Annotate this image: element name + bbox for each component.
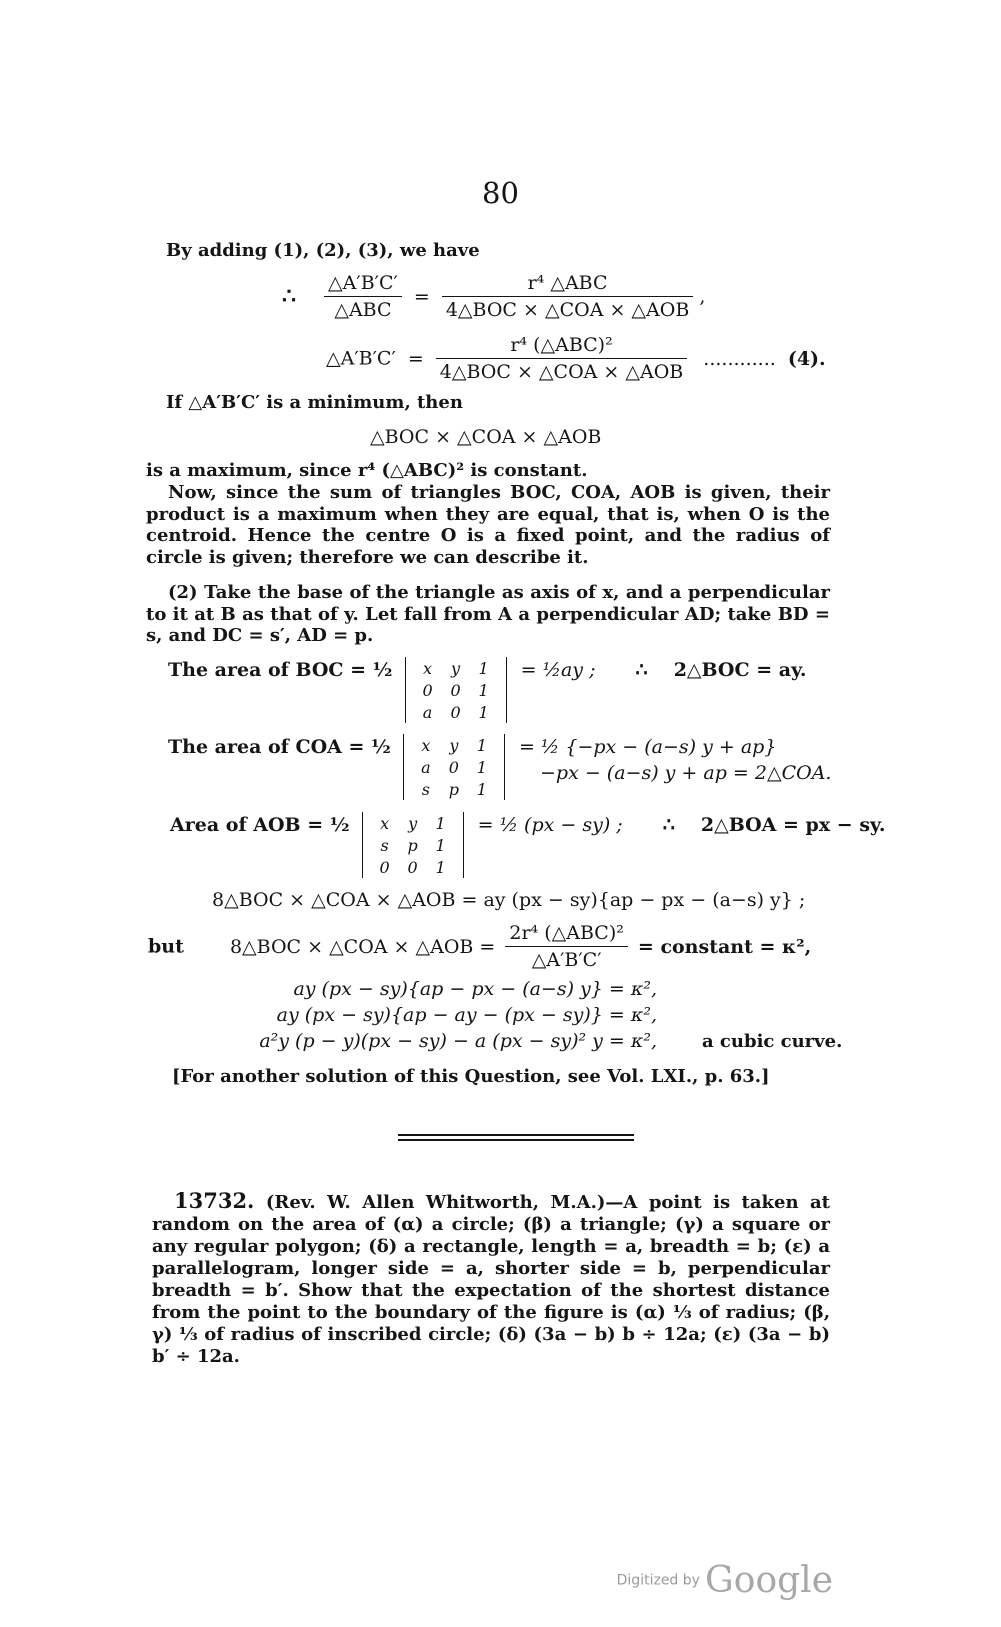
boc-m-32: 0: [450, 702, 461, 722]
curve-line-3: a²y (p − y)(px − sy) − a (px − sy)² y = κ²,: [259, 1030, 657, 1052]
aob-m-32: 0: [407, 857, 418, 877]
but-numerator: 2r⁴ (△ABC)²: [505, 922, 627, 947]
eq1-lhs-numerator: △A′B′C′: [324, 272, 402, 297]
but-denominator: △A′B′C′: [531, 949, 602, 971]
intro-line: By adding (1), (2), (3), we have: [166, 240, 480, 261]
reference-note: [For another solution of this Question, see Vol. LXI., p. 63.]: [172, 1066, 770, 1087]
eq2-lhs: △A′B′C′: [326, 347, 396, 370]
boc-m-21: 0: [422, 680, 433, 700]
page-number: 80: [482, 176, 519, 210]
eq1-equals: =: [413, 285, 430, 308]
equation-1: [282, 272, 705, 321]
paragraph-centroid: Now, since the sum of triangles BOC, COA, AOB is given, their product is a maximum when they are equal, that is, when O is the centroid. Hence the centre O is a fixed point, and the radius of circle is given; therefore we can describe it.: [146, 482, 830, 568]
digitized-watermark: [617, 1560, 833, 1601]
eq2-label: (4).: [787, 347, 826, 370]
section-rule-top: [398, 1134, 634, 1136]
area-aob-result: = ½ (px − sy) ;: [477, 814, 623, 836]
eq1-lhs-fraction: [324, 272, 402, 321]
area-aob-row: [170, 812, 886, 878]
boc-m-31: a: [422, 702, 433, 722]
problem-13732: [152, 1190, 830, 1368]
boc-m-23: 1: [478, 680, 489, 700]
eq2-dots: ............: [703, 347, 776, 370]
product-line: △BOC × △COA × △AOB: [370, 426, 602, 448]
coa-m-22: 0: [448, 757, 459, 777]
boc-m-11: x: [423, 658, 433, 678]
eq2-equals: =: [407, 347, 424, 370]
aob-m-31: 0: [379, 857, 390, 877]
problem-text: —A point is taken at random on the area of (α) a circle; (β) a triangle; (γ) a square or any regular polygon; (δ) a rectangle, length = a, breadth = b; (ε) a parallelogram, longer side = a, shorter side = b, perpendicular breadth = b′. Show that the expectation of the shortest distance from the point to the boundary of the figure is (α) ⅓ of radius; (β, γ) ⅓ of radius of inscribed circle; (δ) (3a − b) b ÷ 12a; (ε) (3a − b) b′ ÷ 12a.: [152, 1192, 830, 1367]
determinant-boc: [405, 657, 507, 723]
curve-line-1: ay (px − sy){ap − px − (a−s) y} = κ²,: [293, 978, 657, 1000]
area-coa-result: = ½ {−px − (a−s) y + ap}: [518, 736, 777, 758]
coa-m-12: y: [449, 735, 459, 755]
but-word: but: [148, 935, 184, 958]
problem-number: 13732.: [174, 1188, 255, 1213]
aob-m-12: y: [408, 813, 418, 833]
eq1-comma: ,: [699, 285, 706, 308]
product-equation: 8△BOC × △COA × △AOB = ay (px − sy){ap − px − (a−s) y} ;: [212, 889, 806, 911]
maximum-line: is a maximum, since r⁴ (△ABC)² is constant.: [146, 460, 588, 481]
eq2-denominator: 4△BOC × △COA × △AOB: [439, 361, 684, 383]
aob-m-11: x: [380, 813, 390, 833]
google-logo: Google: [705, 1560, 833, 1601]
but-fraction: [505, 922, 627, 971]
problem-author: (Rev. W. Allen Whitworth, M.A.): [265, 1192, 606, 1213]
coa-m-31: s: [421, 779, 430, 799]
area-boc-result: = ½ay ;: [520, 659, 596, 681]
coa-m-13: 1: [476, 735, 487, 755]
coa-m-23: 1: [476, 757, 487, 777]
section-rule-bottom: [398, 1139, 634, 1141]
area-boc-therefore: ∴: [635, 659, 648, 681]
eq2-fraction: [436, 334, 687, 383]
eq2-numerator: r⁴ (△ABC)²: [436, 334, 687, 359]
aob-m-22: p: [407, 835, 418, 855]
eq1-lhs-denominator: △ABC: [334, 299, 392, 321]
therefore-symbol: ∴: [282, 283, 296, 310]
but-lhs: 8△BOC × △COA × △AOB =: [229, 935, 496, 958]
but-rhs: = constant = κ²,: [637, 935, 812, 958]
boc-m-12: y: [451, 658, 461, 678]
eq1-rhs-numerator: r⁴ △ABC: [442, 272, 693, 297]
boc-m-22: 0: [450, 680, 461, 700]
curve-line-2: ay (px − sy){ap − ay − (px − sy)} = κ²,: [276, 1004, 657, 1026]
coa-m-11: x: [421, 735, 431, 755]
aob-m-21: s: [380, 835, 389, 855]
eq1-rhs-fraction: [442, 272, 693, 321]
area-boc-conclusion: 2△BOC = ay.: [673, 659, 807, 681]
determinant-coa: [403, 734, 505, 800]
paragraph-axes: (2) Take the base of the triangle as axis of x, and a perpendicular to it at B as that of y. Let fall from A a perpendicular AD; take BD = s, and DC = s′, AD = p.: [146, 582, 830, 646]
coa-m-33: 1: [476, 779, 487, 799]
area-aob-label: Area of AOB = ½: [170, 814, 350, 836]
but-equation: [148, 922, 811, 971]
area-aob-conclusion: 2△BOA = px − sy.: [700, 814, 886, 836]
eq1-rhs-denominator: 4△BOC × △COA × △AOB: [445, 299, 690, 321]
aob-m-23: 1: [435, 835, 446, 855]
boc-m-13: 1: [478, 658, 489, 678]
area-boc-label: The area of BOC = ½: [168, 659, 393, 681]
cubic-curve-note: a cubic curve.: [702, 1031, 843, 1052]
determinant-aob: [362, 812, 464, 878]
boc-m-33: 1: [478, 702, 489, 722]
aob-m-33: 1: [435, 857, 446, 877]
coa-m-32: p: [448, 779, 460, 799]
minimum-line: If △A′B′C′ is a minimum, then: [166, 392, 463, 413]
coa-m-21: a: [421, 757, 431, 777]
area-boc-row: [168, 657, 807, 723]
watermark-prefix: Digitized by: [616, 1572, 700, 1589]
area-coa-label: The area of COA = ½: [168, 736, 391, 758]
aob-m-13: 1: [435, 813, 446, 833]
equation-4: [326, 334, 826, 383]
area-aob-therefore: ∴: [662, 814, 675, 836]
area-coa-conclusion: −px − (a−s) y + ap = 2△COA.: [540, 762, 832, 784]
